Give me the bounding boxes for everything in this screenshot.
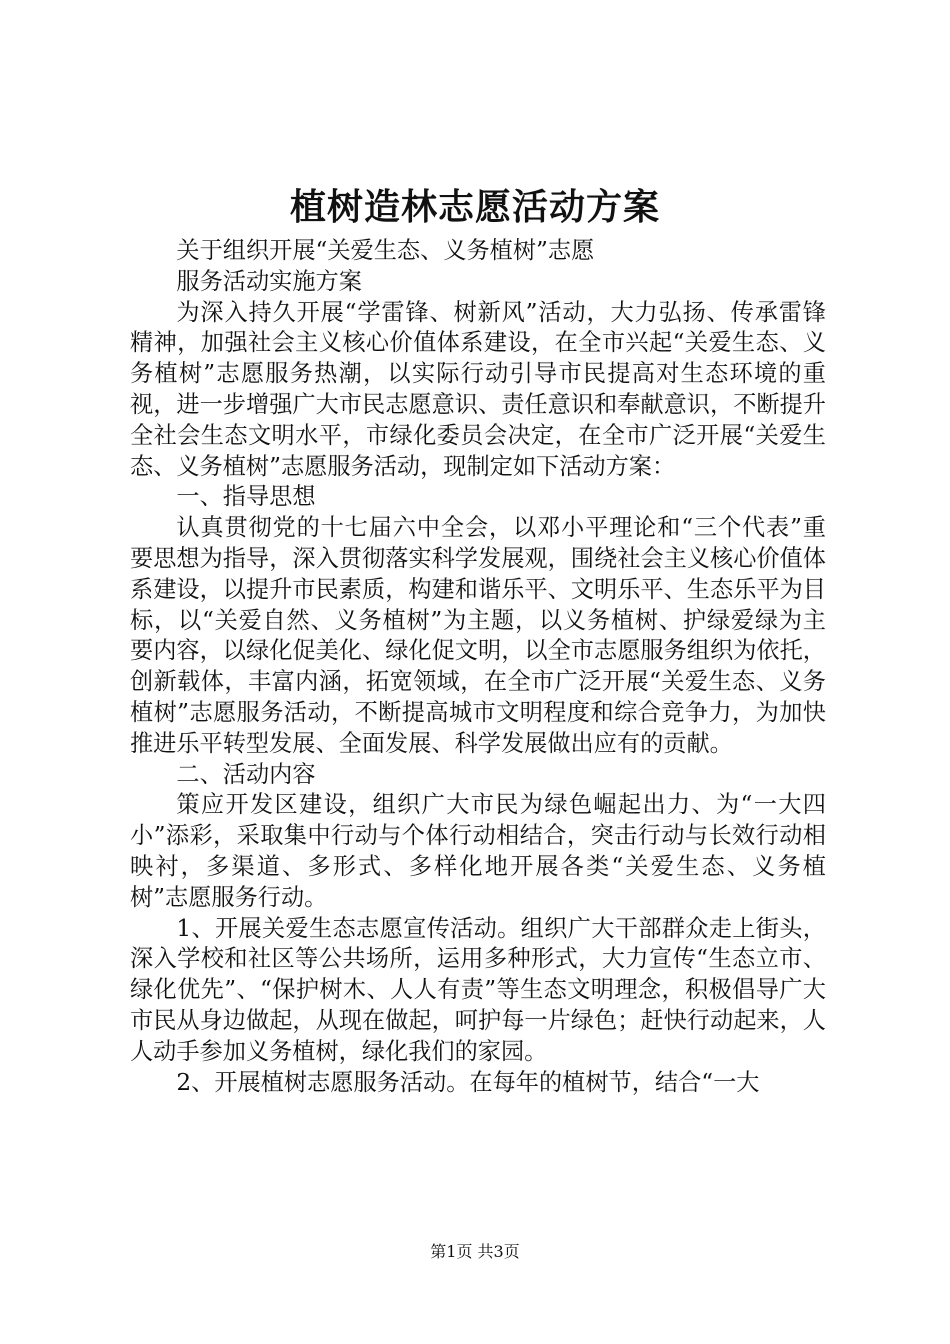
subtitle-line-1: 关于组织开展“关爱生态、义务植树”志愿 bbox=[176, 237, 595, 264]
document-body bbox=[130, 236, 826, 1098]
activity-item-2: 2、开展植树志愿服务活动。在每年的植树节，结合“一大 bbox=[176, 1068, 760, 1096]
section-heading-guiding-ideology: 一、指导思想 bbox=[176, 483, 316, 511]
subtitle-line-2: 服务活动实施方案 bbox=[176, 267, 362, 295]
guiding-ideology-paragraph: 认真贯彻党的十七届六中全会，以邓小平理论和“三个代表”重要思想为指导，深入贯彻落实科学发展观，围绕社会主义核心价值体系建设，以提升市民素质，构建和谐乐平、文明乐平、生态乐平为目标，以“关爱自然、义务植树”为主题，以义务植树、护绿爱绿为主要内容，以绿化促美化、绿化促文明，以全市志愿服务组织为依托，创新载体，丰富内涵，拓宽领域，在全市广泛开展“关爱生态、义务植树”志愿服务活动，不断提高城市文明程度和综合竞争力，为加快推进乐平转型发展、全面发展、科学发展做出应有的贡献。 bbox=[130, 514, 826, 757]
intro-paragraph: 为深入持久开展“学雷锋、树新风”活动，大力弘扬、传承雷锋精神，加强社会主义核心价值体系建设，在全市兴起“关爱生态、义务植树”志愿服务热潮，以实际行动引导市民提高对生态环境的重视，进一步增强广大市民志愿意识、责任意识和奉献意识，不断提升全社会生态文明水平，市绿化委员会决定，在全市广泛开展“关爱生态、义务植树”志愿服务活动，现制定如下活动方案： bbox=[130, 298, 826, 480]
document-title: 植树造林志愿活动方案 bbox=[289, 187, 660, 228]
activity-item-1: 1、开展关爱生态志愿宣传活动。组织广大干部群众走上街头，深入学校和社区等公共场所，运用多种形式，大力宣传“生态立市、绿化优先”、“保护树木、人人有责”等生态文明理念，积极倡导广大市民从身边做起，从现在做起，呵护每一片绿色；赶快行动起来，人人动手参加义务植树，绿化我们的家园。 bbox=[130, 914, 826, 1065]
activity-content-paragraph: 策应开发区建设，组织广大市民为绿色崛起出力、为“一大四小”添彩，采取集中行动与个体行动相结合，突击行动与长效行动相映衬，多渠道、多形式、多样化地开展各类“关爱生态、义务植树”志愿服务行动。 bbox=[130, 791, 826, 911]
page-footer: 第1页 共3页 bbox=[430, 1242, 520, 1261]
section-heading-activity-content: 二、活动内容 bbox=[176, 760, 316, 788]
